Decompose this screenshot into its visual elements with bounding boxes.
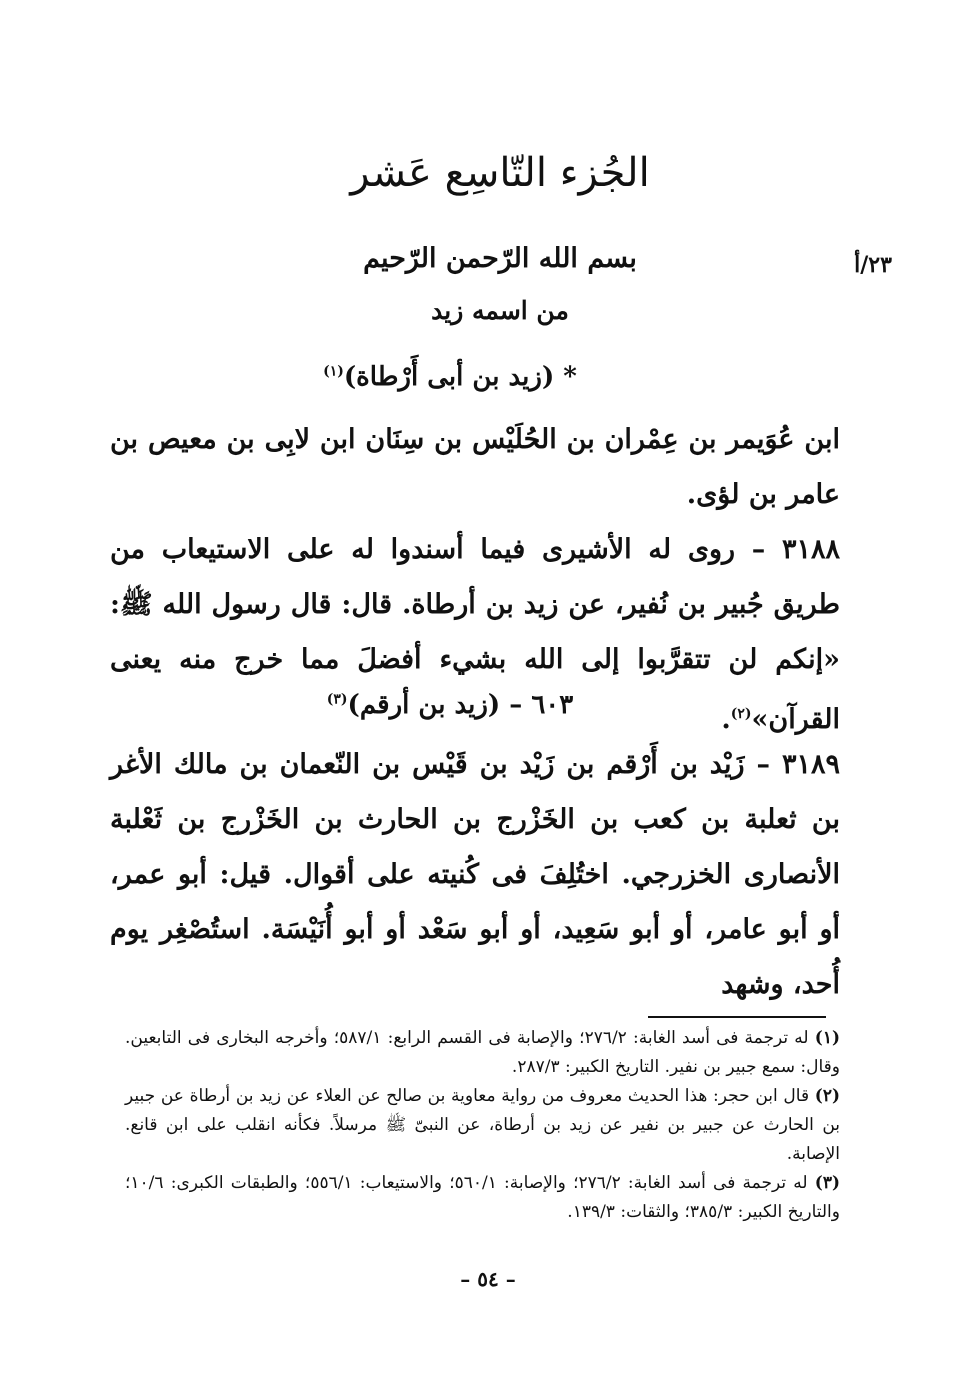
footnote-3 — [125, 1169, 840, 1227]
footnote-ref-3: (٣) — [326, 691, 348, 708]
footnotes — [125, 1024, 840, 1227]
entry-heading-text: * (زيد بن أبى أَرْطاة) — [343, 362, 577, 392]
footnote-separator — [648, 1016, 826, 1018]
chapter-heading: من اسمه زيد — [431, 296, 569, 325]
biography-text: ٣١٨٩ – زَيْد بن أَرْقم بن زَيْد بن قَيْس بن النّعمان بن مالك الأغر بن ثعلبة بن كعب بن الخَزْرج بن الحارث بن الخَزْرج بن ثَعْلبة الأنصارى الخزرجي. اختُلِفَ فى كُنيته على أقوال. قيل: أبو عمر، أو أبو عامر، أو أبو سَعِيد، أو أبو سَعْد أو أبو أُنَيْسَة. استُصْغِر يوم أُحد، وشهد — [110, 749, 840, 1000]
part-title: الجُزء التّاسِع عَشر — [350, 150, 650, 196]
biography-3189 — [110, 737, 840, 1012]
footnote-marker: (٣) — [814, 1173, 841, 1193]
footnote-marker: (١) — [814, 1028, 840, 1048]
lineage-text: ابن عُوَيمر بن عِمْران بن الحُلَيْس بن سِنَان ابن لابِى بن معيص بن عامر بن لؤى. — [110, 424, 840, 510]
footnote-marker: (٢) — [814, 1086, 840, 1106]
hadith-text: ٣١٨٨ – روى له الأشيرى فيما أسندوا له على الاستيعاب من طريق جُبير بن نُفير، عن زيد بن أرطاة. قال: قال رسول الله ﷺ: «إنكم لن تتقرَّبوا إلى الله بشيء أفضلَ مما خرج منه يعنى القرآن» — [110, 534, 840, 735]
footnote-ref-2: (٢) — [730, 706, 752, 722]
footnote-text: قال ابن حجر: هذا الحديث معروف من رواية معاوية بن صالح عن العلاء عن زيد بن أرطاة عن جبير بن الحارث عن جبير بن نفير عن زيد بن أرطاة، عن النبىّ ﷺ مرسلاً. فكأنه انقلب على ابن قانع. الإصابة. — [125, 1086, 840, 1164]
entry-heading-zayd-ibn-arqam — [200, 690, 700, 720]
footnote-2 — [125, 1082, 840, 1169]
folio-marker: ٢٣/أ — [854, 252, 892, 278]
entry-lineage — [110, 412, 840, 522]
basmala: بسم الله الرّحمن الرّحيم — [363, 243, 637, 274]
footnote-text: له ترجمة فى أسد الغابة: ٢٧٦/٢؛ والإصابة: ٥٦٠/١؛ والاستيعاب: ٥٥٦/١؛ والطبقات الكبرى: ١٠/٦؛ والتاريخ الكبير: ٣٨٥/٣؛ والثقات: ١٣٩/٣. — [125, 1173, 840, 1222]
entry-heading-zayd-ibn-abi-artah — [200, 362, 700, 392]
footnote-ref-1: (١) — [323, 363, 344, 380]
entry-heading-text: ٦٠٣ – (زيد بن أرقم) — [347, 690, 574, 720]
hadith-end: . — [721, 704, 731, 735]
page-number: – ٥٤ – — [460, 1267, 516, 1291]
footnote-1 — [125, 1024, 840, 1082]
footnote-text: له ترجمة فى أسد الغابة: ٢٧٦/٢؛ والإصابة فى القسم الرابع: ٥٨٧/١؛ وأخرجه البخارى فى التابعين. وقال: سمع جبير بن نفير. التاريخ الكبير: ٢٨٧/٣. — [125, 1028, 840, 1077]
